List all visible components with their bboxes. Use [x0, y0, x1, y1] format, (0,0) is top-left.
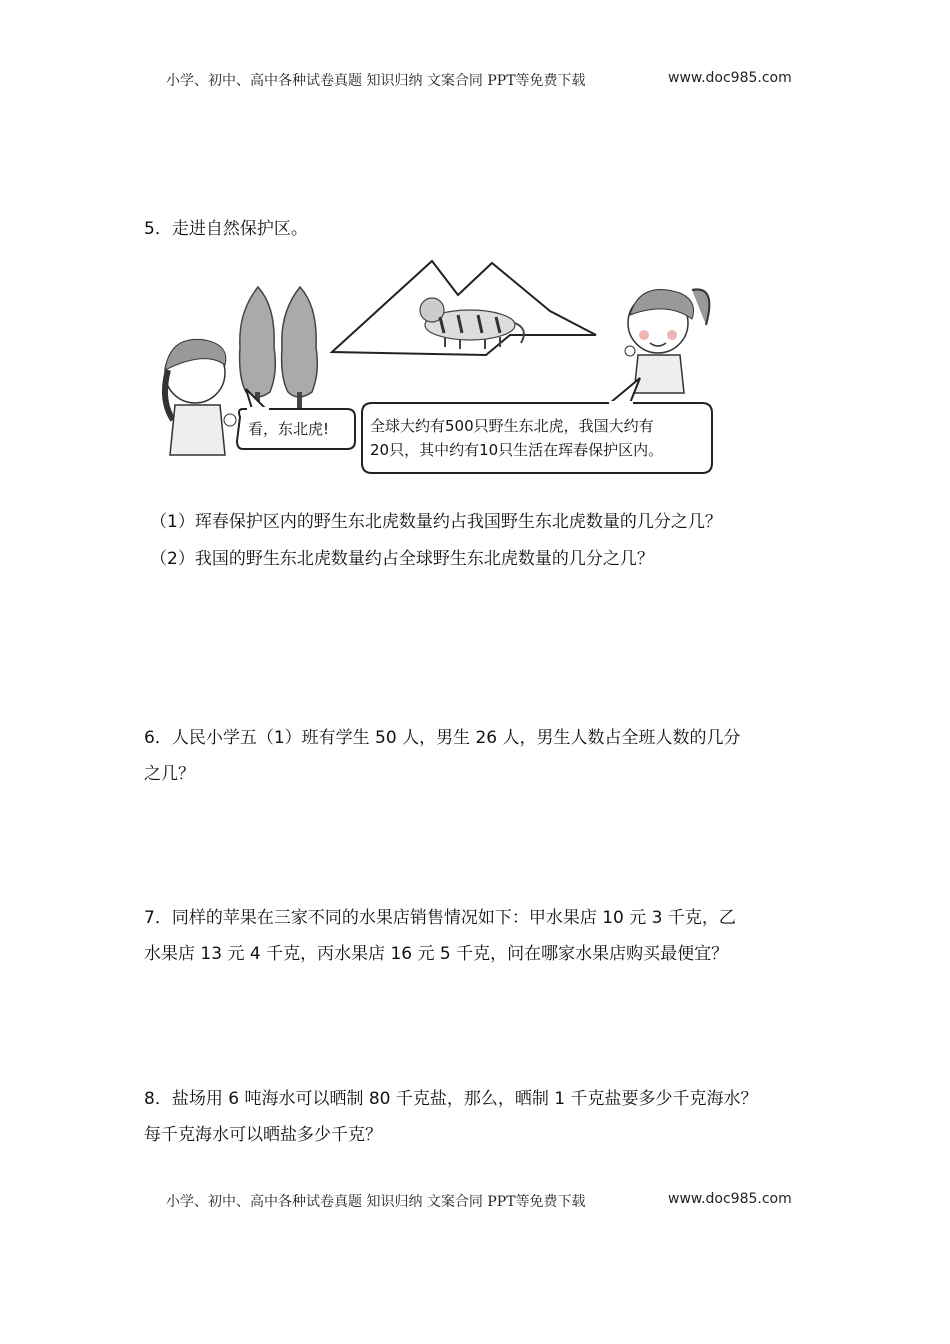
header-text: 小学、初中、高中各种试卷真题 知识归纳 文案合同 PPT等免费下载 — [166, 73, 586, 89]
speech-bubble-left-text: 看，东北虎! — [248, 420, 330, 438]
girl-left-figure — [165, 339, 236, 455]
question-6-line-1: 6．人民小学五（1）班有学生 50 人，男生 26 人，男生人数占全班人数的几分 — [144, 728, 741, 748]
tree-right — [282, 287, 318, 422]
header-site-link[interactable]: www.doc985.com — [668, 70, 792, 86]
question-8-line-1: 8．盐场用 6 吨海水可以晒制 80 千克盐，那么，晒制 1 千克盐要多少千克海水？ — [144, 1089, 758, 1109]
question-5-sub-2: （2）我国的野生东北虎数量约占全球野生东北虎数量的几分之几？ — [150, 549, 654, 569]
speech-bubble-left — [237, 389, 355, 449]
footer-text: 小学、初中、高中各种试卷真题 知识归纳 文案合同 PPT等免费下载 — [166, 1194, 586, 1210]
question-8-line-2: 每千克海水可以晒盐多少千克？ — [144, 1125, 382, 1145]
speech-bubble-right-line1: 全球大约有500只野生东北虎，我国大约有 — [370, 417, 654, 435]
footer-site-link[interactable]: www.doc985.com — [668, 1191, 792, 1207]
question-6 — [144, 720, 814, 792]
question-7-line-2: 水果店 13 元 4 千克，丙水果店 16 元 5 千克，问在哪家水果店购买最便宜？ — [144, 944, 729, 964]
question-5-illustration — [140, 255, 740, 480]
question-6-line-2: 之几？ — [144, 764, 195, 784]
question-7-line-1: 7．同样的苹果在三家不同的水果店销售情况如下：甲水果店 10 元 3 千克，乙 — [144, 908, 736, 928]
speech-bubble-right-line2: 20只，其中约有10只生活在珲春保护区内。 — [370, 441, 664, 459]
question-7 — [144, 900, 814, 972]
question-8 — [144, 1081, 814, 1153]
question-5-title: 5．走进自然保护区。 — [144, 219, 308, 239]
mountain-thought-bubble — [332, 261, 596, 355]
girl-right-figure — [625, 289, 709, 393]
question-5-sub-1: （1）珲春保护区内的野生东北虎数量约占我国野生东北虎数量的几分之几？ — [150, 512, 722, 532]
